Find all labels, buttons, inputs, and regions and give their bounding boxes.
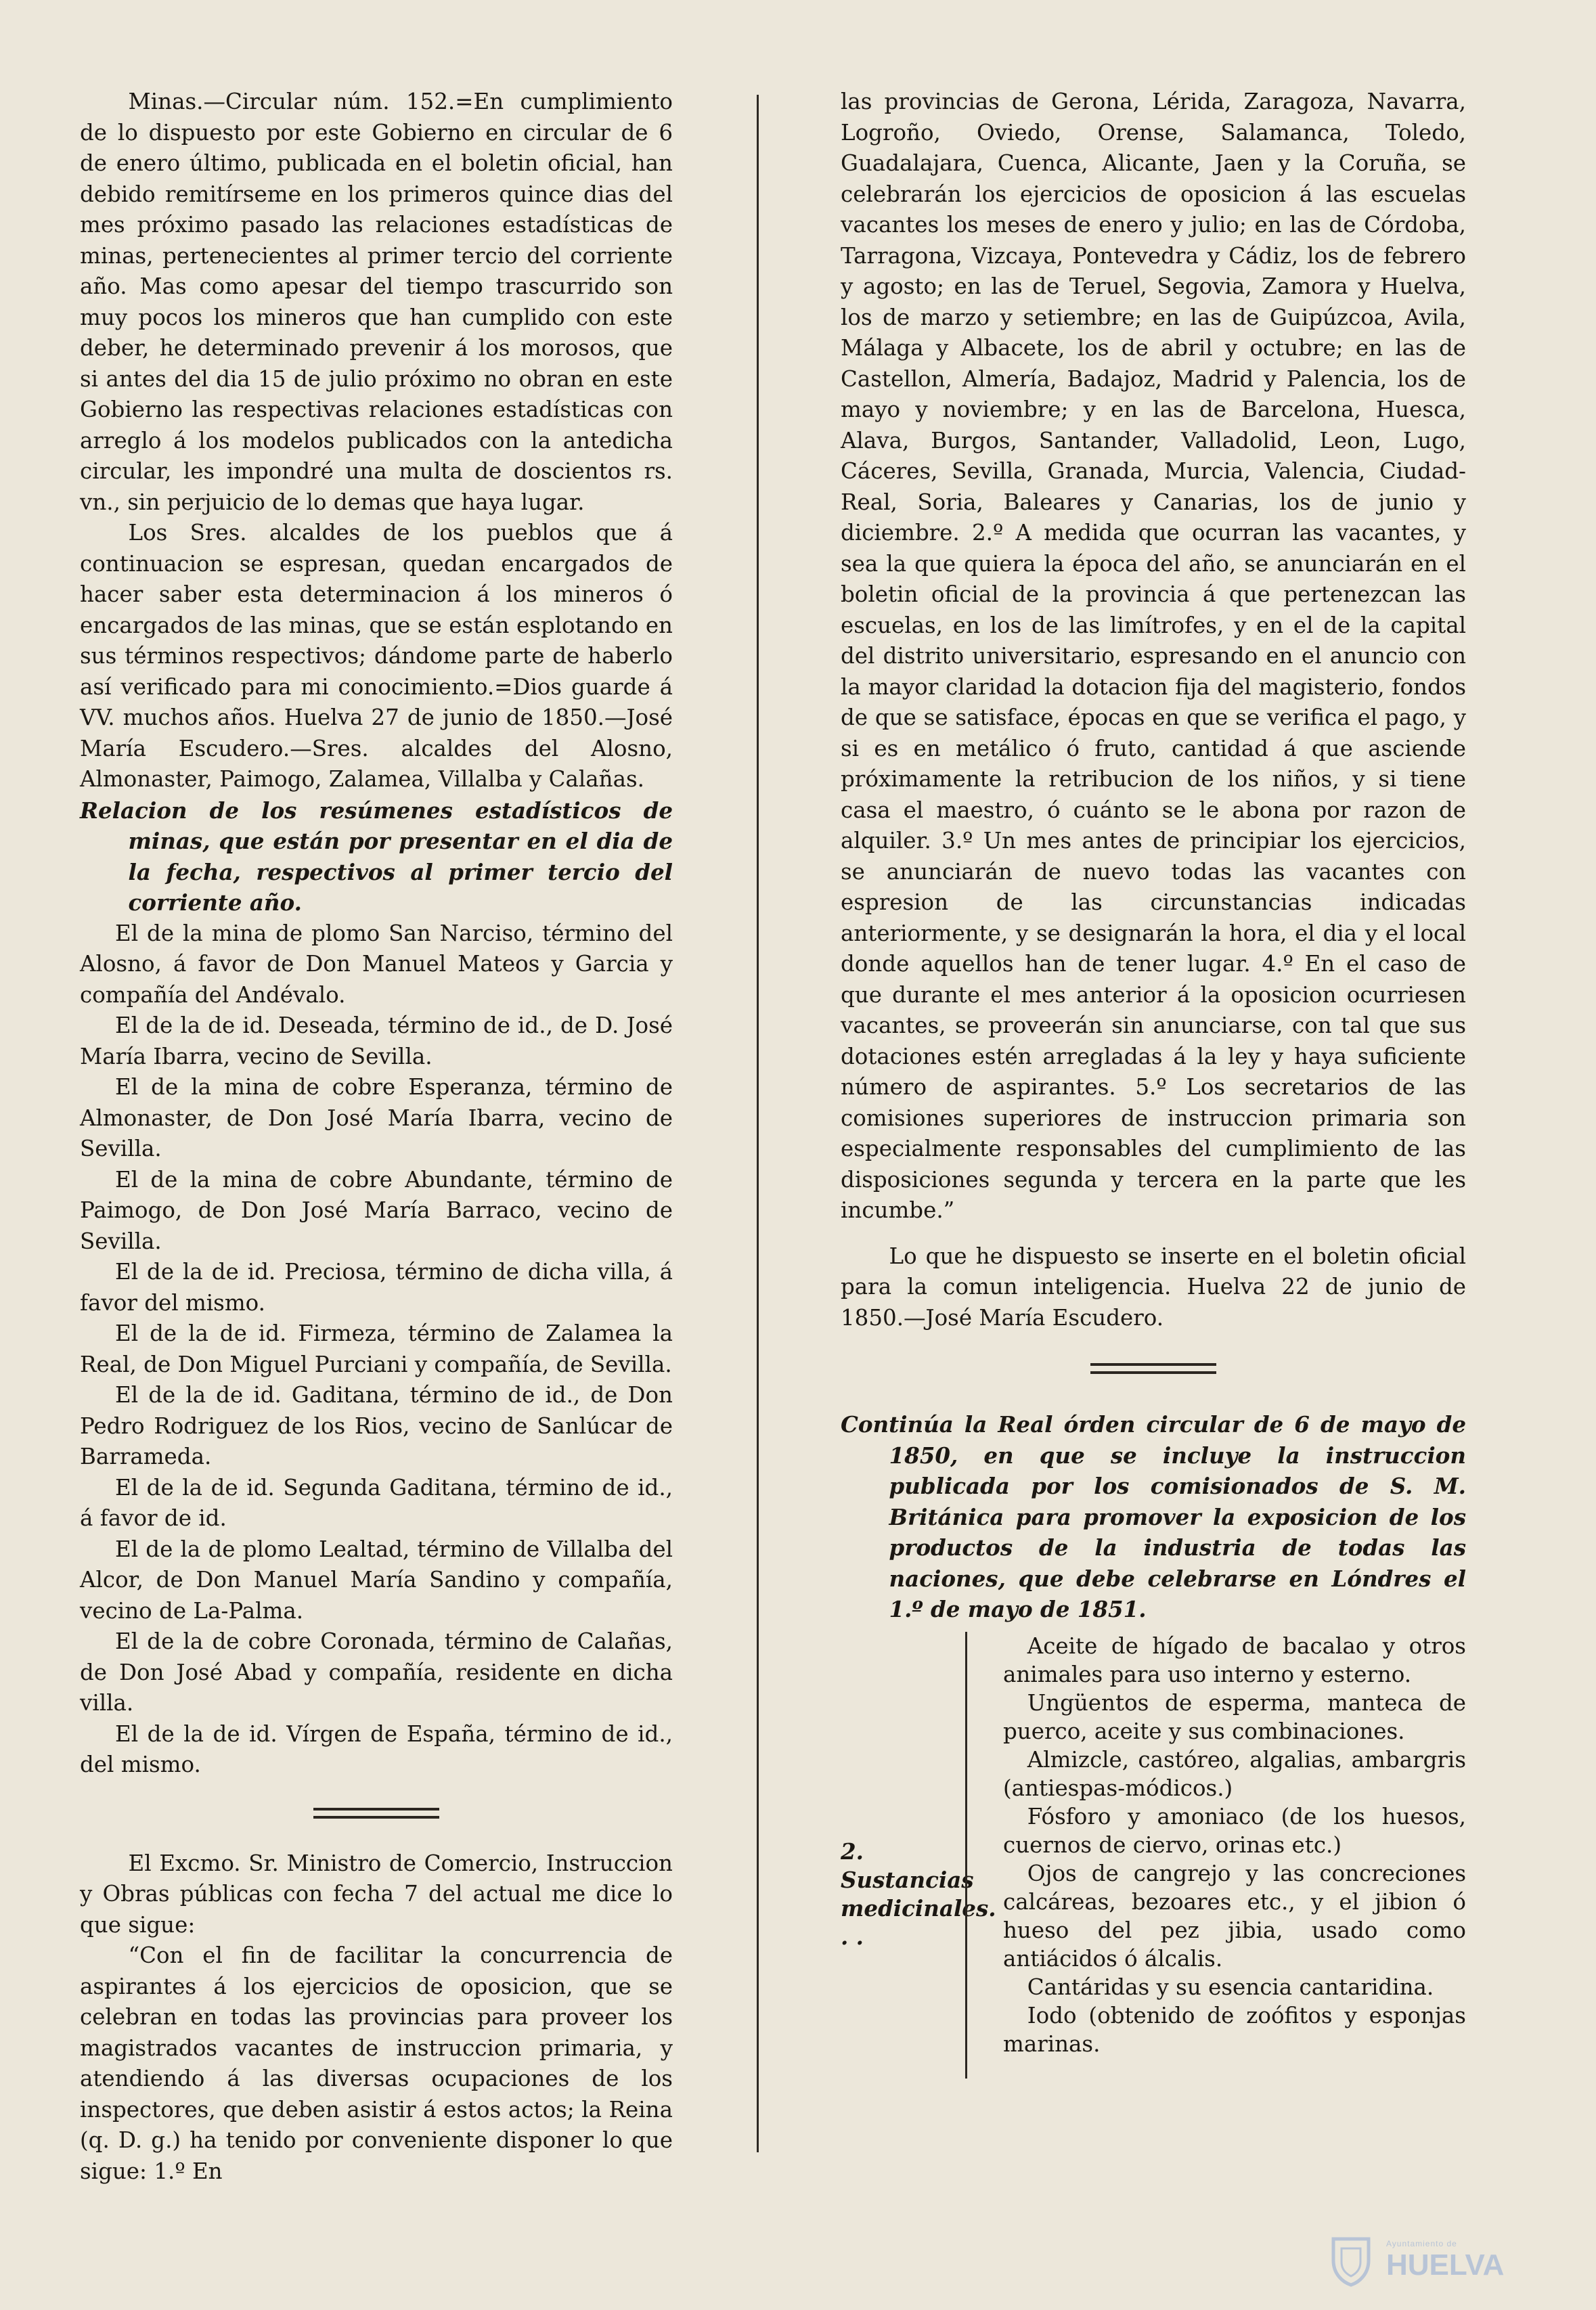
mayors-notice-paragraph: Los Sres. alcaldes de los pueblos que á continuacion se espresan, quedan encargados de hacer saber esta determinacion á los mineros ó encargados de las minas, que se están esplotando en sus términos respectivos; dándome parte de haberlo así verificado para mi conocimiento.=Dios guarde á VV. muchos años. Huelva 27 de junio de 1850.—José María Escudero.—Sres. alcaldes del Alosno, Almonaster, Paimogo, Zalamea, Villalba y Calañas.: [80, 520, 673, 792]
list-item: El de la mina de cobre Abundante, término de Paimogo, de Don José María Barraco, vecino de Sevilla.: [80, 1166, 673, 1254]
left-column: [80, 87, 673, 2187]
list-item: El de la de id. Firmeza, término de Zalamea la Real, de Don Miguel Purciani y compañía, de Sevilla.: [80, 1320, 673, 1377]
list-item: El de la de id. Deseada, término de id., de D. José María Ibarra, vecino de Sevilla.: [80, 1013, 673, 1069]
list-item: El de la mina de plomo San Narciso, término del Alosno, á favor de Don Manuel Mateos y Garcia y compañía del Andévalo.: [80, 920, 673, 1008]
list-item: El de la de id. Gaditana, término de id., de Don Pedro Rodriguez de los Rios, vecino de Sanlúcar de Barrameda.: [80, 1382, 673, 1469]
substances-table: [841, 1632, 1466, 2058]
section-divider: [1090, 1363, 1216, 1374]
watermark-title: HUELVA: [1386, 2248, 1505, 2282]
list-item: El de la de plomo Lealtad, término de Villalba del Alcor, de Don Manuel María Sandino y compañía, vecino de La-Palma.: [80, 1536, 673, 1624]
mines-report-heading: Relacion de los resúmenes estadísticos de minas, que están por presentar en el dia de la fecha, respectivos al primer tercio del corriente año.: [80, 797, 673, 916]
mines-circular-paragraph: Minas.—Circular núm. 152.=En cumplimiento de lo dispuesto por este Gobierno en circular de 6 de enero último, publicada en el boletin oficial, han debido remitírseme en los primeros quince dias del mes próximo pasado las relaciones estadísticas de minas, pertenecientes al primer tercio del corriente año. Mas como apesar del tiempo trascurrido son muy pocos los mineros que han cumplido con este deber, he determinado prevenir á los morosos, que si antes del dia 15 de julio próximo no obran en este Gobierno las respectivas relaciones estadísticas con arreglo á los modelos publicados con la antedicha circular, les impondré una multa de doscientos rs. vn., sin perjuicio de lo demas que haya lugar.: [80, 89, 673, 515]
minister-intro-paragraph: El Excmo. Sr. Ministro de Comercio, Instruccion y Obras públicas con fecha 7 del actual me dice lo que sigue:: [80, 1850, 673, 1938]
list-item: El de la de id. Vírgen de España, término de id., del mismo.: [80, 1720, 673, 1777]
royal-order-continuation: las provincias de Gerona, Lérida, Zaragoza, Navarra, Logroño, Oviedo, Orense, Salamanca, Toledo, Guadalajara, Cuenca, Alicante, Jaen y la Coruña, se celebrarán los ejercicios de oposicion á las escuelas vacantes los meses de enero y julio; en las de Córdoba, Tarragona, Vizcaya, Pontevedra y Cádiz, los de febrero y agosto; en las de Teruel, Segovia, Zamora y Huelva, los de marzo y setiembre; en las de Guipúzcoa, Avila, Málaga y Albacete, los de abril y octubre; en las de Castellon, Almería, Badajoz, Madrid y Palencia, los de mayo y noviembre; y en las de Barcelona, Huesca, Alava, Burgos, Santander, Valladolid, Leon, Lugo, Cáceres, Sevilla, Granada, Murcia, Valencia, Ciudad-Real, Soria, Baleares y Canarias, los de junio y diciembre. 2.º A medida que ocurran las vacantes, y sea la que quiera la época del año, se anunciarán en el boletin oficial de la provincia á que pertenezcan las escuelas, en los de las limítrofes, y en el de la capital del distrito universitario, espresando en el anuncio con la mayor claridad la dotacion fija del magisterio, fondos de que se satisface, épocas en que se verifica el pago, y si es en metálico ó fruto, cantidad á que asciende próximamente la retribucion de los niños, y si tiene casa el maestro, ó cuánto se le abona por razon de alquiler. 3.º Un mes antes de principiar los ejercicios, se anunciarán de nuevo todas las vacantes con espresion de las circunstancias indicadas anteriormente, y se designarán la hora, el dia y el local donde aquellos han de tener lugar. 4.º En el caso de que durante el mes anterior á la oposicion ocurriesen vacantes, se proveerán sin anunciarse, con tal que sus dotaciones estén arregladas á la ley y haya suficiente número de aspirantes. 5.º Los secretarios de las comisiones superiores de instruccion primaria son especialmente responsables del cumplimiento de las disposiciones segunda y tercera en la parte que les incumbe.”: [841, 89, 1466, 1223]
right-column: [841, 87, 1466, 2058]
table-entry: Iodo (obtenido de zoófitos y esponjas marinas.: [1003, 2002, 1466, 2057]
column-rule: [757, 95, 759, 2152]
table-category-label: 2. Sustancias medicinales. . .: [841, 1838, 996, 1950]
royal-order-paragraph: “Con el fin de facilitar la concurrencia de aspirantes á los ejercicios de oposicion, que se celebran en todas las provincias para proveer los magistrados vacantes de instruccion primaria, y atendiendo á las diversas ocupaciones de los inspectores, que deben asistir á estos actos; la Reina (q. D. g.) ha tenido por conveniente disponer lo que sigue: 1.º En: [80, 1942, 673, 2184]
archive-watermark: [1324, 2234, 1507, 2288]
table-entry: Ojos de cangrejo y las concreciones calcáreas, bezoares etc., y el jibion ó hueso del pez jibia, usado como antiácidos ó álcalis.: [1003, 1860, 1466, 1972]
table-entry: Aceite de hígado de bacalao y otros animales para uso interno y esterno.: [1003, 1632, 1466, 1687]
watermark-caption: Ayuntamiento de: [1386, 2239, 1457, 2248]
publication-order-paragraph: Lo que he dispuesto se inserte en el boletin oficial para la comun inteligencia. Huelva 22 de junio de 1850.—José María Escudero.: [841, 1243, 1466, 1331]
table-entry: Ungüentos de esperma, manteca de puerco, aceite y sus combinaciones.: [1003, 1689, 1466, 1744]
brace-icon: [965, 1632, 977, 2079]
list-item: El de la de cobre Coronada, término de Calañas, de Don José Abad y compañía, residente en dicha villa.: [80, 1628, 673, 1716]
table-entry: Fósforo y amoniaco (de los huesos, cuernos de ciervo, orinas etc.): [1003, 1803, 1466, 1858]
list-item: El de la de id. Preciosa, término de dicha villa, á favor del mismo.: [80, 1259, 673, 1316]
list-item: El de la de id. Segunda Gaditana, término de id., á favor de id.: [80, 1474, 673, 1531]
table-entries: [1003, 1632, 1466, 2058]
section-divider: [313, 1808, 439, 1819]
list-item: El de la mina de cobre Esperanza, término de Almonaster, de Don José María Ibarra, vecino de Sevilla.: [80, 1074, 673, 1161]
exhibition-heading: Continúa la Real órden circular de 6 de mayo de 1850, en que se incluye la instruccion publicada por los comisionados de S. M. Británica para promover la exposicion de los productos de la industria de todas las naciones, que debe celebrarse en Lóndres el 1.º de mayo de 1851.: [841, 1411, 1466, 1622]
table-entry: Cantáridas y su esencia cantaridina.: [1027, 1974, 1434, 2000]
coat-of-arms-icon: [1324, 2234, 1378, 2288]
table-entry: Almizcle, castóreo, algalias, ambargris (antiespas-módicos.): [1003, 1746, 1466, 1801]
